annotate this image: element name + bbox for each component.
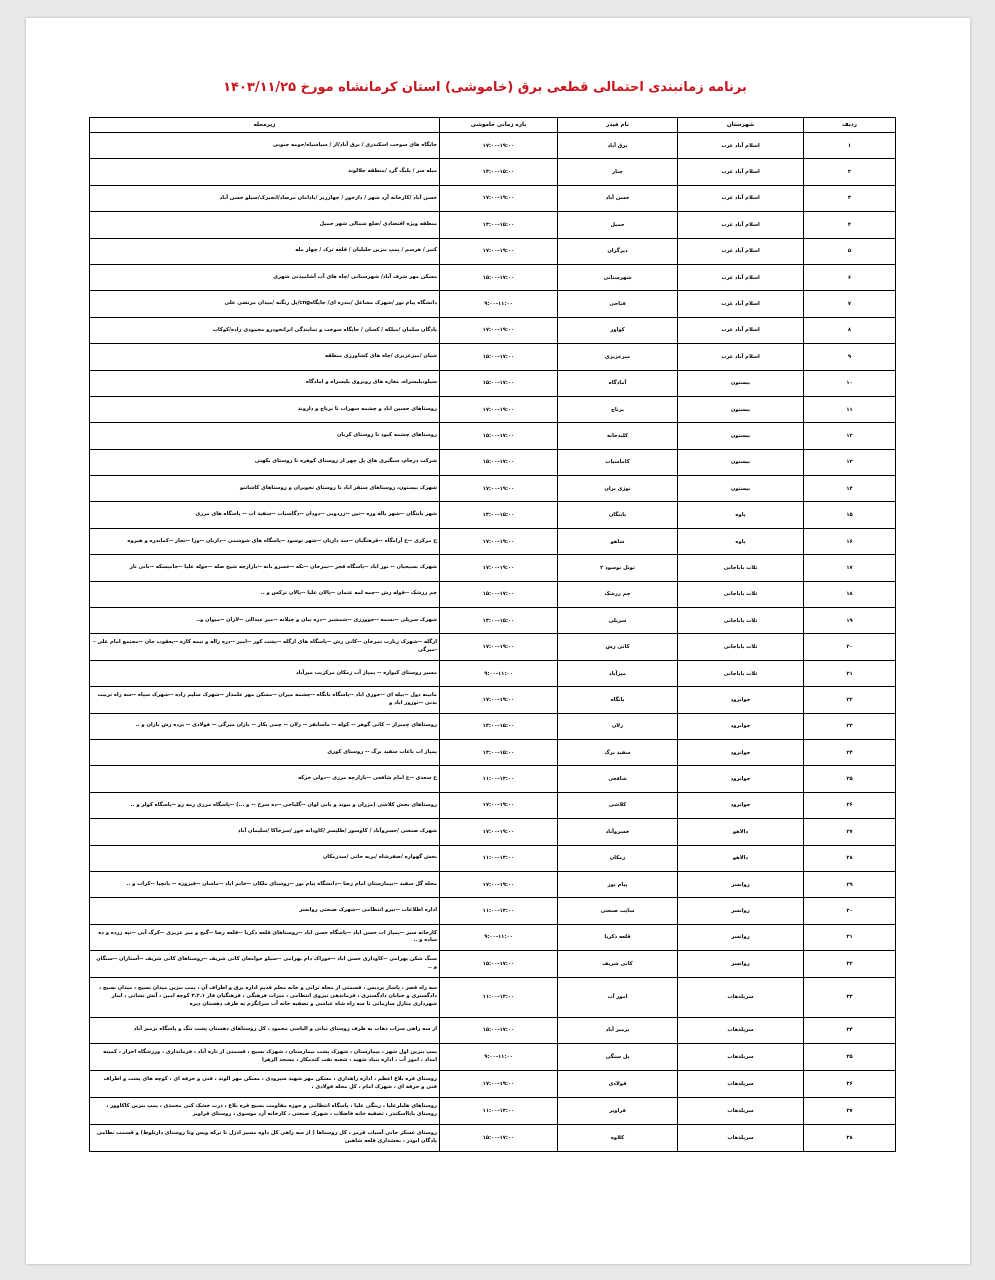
row-number-cell: ۹: [804, 344, 896, 370]
feeder-name-cell: میرآباد: [558, 660, 678, 686]
sub-area-cell: روستاهای حسین اباد و چشمه سهراب تا برناج و داروند: [90, 396, 440, 422]
feeder-name-cell: آمادگاه: [558, 370, 678, 396]
county-cell: روانسر: [678, 871, 804, 897]
sub-area-cell: روستای عسکر خانی آسیاب قرمز ، کل روستاها ( از سه راهی کل داوه مسیر اذرل تا ترکه ویس وتا روستای دارتلوط) و قسمت نظامی پادگان ابوذر ، بخشداری قلعه شاهین: [90, 1124, 440, 1151]
row-number-cell: ۷: [804, 291, 896, 317]
feeder-name-cell: کواور: [558, 317, 678, 343]
row-number-cell: ۳۴: [804, 1017, 896, 1043]
outage-time-cell: ۱۵:۰۰-۱۷:۰۰: [440, 344, 558, 370]
county-cell: سرپلذهاب: [678, 1017, 804, 1043]
feeder-name-cell: کانی شریف: [558, 951, 678, 977]
outage-time-cell: ۱۱:۰۰-۱۳:۰۰: [440, 977, 558, 1017]
sub-area-cell: دانشگاه پیام نور /شهرک مشاغل /بندره ای/ جایگاهcng/پل زنگنه /میدان مرتضی علی: [90, 291, 440, 317]
feeder-name-cell: برناج: [558, 396, 678, 422]
sub-area-cell: میله سر / پلنگ گرد /منطقه جلالوند: [90, 159, 440, 185]
table-row: [90, 977, 896, 1017]
feeder-name-cell: حمیل: [558, 212, 678, 238]
outage-time-cell: ۱۷:۰۰-۱۹:۰۰: [440, 528, 558, 554]
feeder-name-cell: زلان: [558, 713, 678, 739]
table-row: [90, 898, 896, 924]
county-cell: جوانرود: [678, 739, 804, 765]
sub-area-cell: جایگاه های سوخت اسکندری / برق آباد/از / سیاسیاه/حومه جنوبی: [90, 133, 440, 159]
county-cell: ثلاث باباجانی: [678, 660, 804, 686]
header-row-number: ردیف: [804, 118, 896, 133]
table-row: [90, 739, 896, 765]
row-number-cell: ۲۵: [804, 766, 896, 792]
outage-time-cell: ۱۵:۰۰-۱۷:۰۰: [440, 423, 558, 449]
outage-time-cell: ۱۱:۰۰-۱۳:۰۰: [440, 766, 558, 792]
feeder-name-cell: سفید برگ: [558, 739, 678, 765]
table-header-row: [90, 118, 896, 133]
county-cell: ثلاث باباجانی: [678, 581, 804, 607]
feeder-name-cell: شهرستانی: [558, 264, 678, 290]
row-number-cell: ۳۵: [804, 1043, 896, 1070]
sub-area-cell: روستای قره بلاغ اعظم ، اداره راهداری ، مسکن مهر شهید شیرودی ، مسکن مهر الوند ، فنی و حرفه ای ، کوچه های پشت و اطراف فنی و حرفه ای ، شهرک امام ، کل محله فولادی ،: [90, 1070, 440, 1097]
sub-area-cell: شهرک سرپلی --نسمه --جوورزی --شمشیر --دره بیان و چیلانه --میر عبدالی --لاران --میوان و..: [90, 608, 440, 634]
row-number-cell: ۳۶: [804, 1070, 896, 1097]
county-cell: اسلام آباد غرب: [678, 159, 804, 185]
outage-time-cell: ۱۵:۰۰-۱۷:۰۰: [440, 370, 558, 396]
outage-time-cell: ۱۷:۰۰-۱۹:۰۰: [440, 133, 558, 159]
sub-area-cell: روستاهای بخش کلاشی (مزران و بیوند و بانی لوان --گلیاخی --ده سرخ -- و ...) --پاسگاه مرزی رمه رو --پاسگاه کولر و ..: [90, 792, 440, 818]
sub-area-cell: اداره اطلاعات --نیرو انتظامی --شهرک صنعتی روانسر: [90, 898, 440, 924]
table-row: [90, 370, 896, 396]
county-cell: بیستون: [678, 396, 804, 422]
table-row: [90, 951, 896, 977]
outage-time-cell: ۹:۰۰-۱۱:۰۰: [440, 660, 558, 686]
county-cell: دالاهو: [678, 845, 804, 871]
row-number-cell: ۳۲: [804, 951, 896, 977]
table-row: [90, 317, 896, 343]
row-number-cell: ۱۴: [804, 476, 896, 502]
outage-time-cell: ۱۷:۰۰-۱۹:۰۰: [440, 634, 558, 660]
county-cell: ثلاث باباجانی: [678, 555, 804, 581]
row-number-cell: ۳۳: [804, 977, 896, 1017]
county-cell: پاوه: [678, 502, 804, 528]
feeder-name-cell: چم زرشک: [558, 581, 678, 607]
sub-area-cell: سه راه قصر ، پاساژ پردیس ، قسمتی از محله ترابی و خانه معلم قدیم اداره برق و اطراف آن ، پمپ بنزین میدان بسیج ، میدان بسیج ، دادگستری و خیابان دادگستری ، فرماندهی نیروی انتظامی ، میراث فرهنگی ، فرهنگیان فاز ۳.۲.۱ کوچه امین ، آتش نشانی ، انبار شهرداری منازل سازمانی تا سه راه شاه عباسی و تصفیه خانه آب سرابگرم به طرف دهستان دیره: [90, 977, 440, 1017]
table-row: [90, 1043, 896, 1070]
outage-time-cell: ۹:۰۰-۱۱:۰۰: [440, 291, 558, 317]
outage-time-cell: ۱۳:۰۰-۱۵:۰۰: [440, 212, 558, 238]
county-cell: جوانرود: [678, 766, 804, 792]
feeder-name-cell: کاماسیاب: [558, 449, 678, 475]
document-title: برنامه زمانبندی احتمالی قطعی برق (خاموشی) استان کرمانشاه مورخ ۱۴۰۳/۱۱/۲۵: [223, 80, 747, 95]
row-number-cell: ۲۰: [804, 634, 896, 660]
outage-time-cell: ۱۱:۰۰-۱۳:۰۰: [440, 1097, 558, 1124]
county-cell: بیستون: [678, 476, 804, 502]
sub-area-cell: پمپ بنزین اول شهر ، بیمارستان ، شهرک پشت بیمارستان ، شهرک بسیج ، قسمتی از تازه آباد ، فرمانداری ، ورزشگاه احرار ، کمیته امداد ، امور آب ، اداره بنیاد شهید ، شعبه نفت کندمکار ، مسجد الزهرا: [90, 1043, 440, 1070]
table-row: [90, 133, 896, 159]
feeder-name-cell: حسن آباد: [558, 185, 678, 211]
county-cell: بیستون: [678, 370, 804, 396]
county-cell: ثلاث باباجانی: [678, 634, 804, 660]
row-number-cell: ۱: [804, 133, 896, 159]
table-row: [90, 185, 896, 211]
county-cell: دالاهو: [678, 819, 804, 845]
outage-time-cell: ۱۷:۰۰-۱۹:۰۰: [440, 185, 558, 211]
sub-area-cell: پادگان سلمان /میلکه / کسان / جایگاه سوخت و نمایندگی ایرانخودرو محمودی زاده/کوکاب: [90, 317, 440, 343]
county-cell: سرپلذهاب: [678, 977, 804, 1017]
county-cell: جوانرود: [678, 713, 804, 739]
sub-area-cell: سیلو،پلیسراه، مغازه های روبروی پلیسراه و امادگاه: [90, 370, 440, 396]
table-row: [90, 555, 896, 581]
row-number-cell: ۳۱: [804, 924, 896, 950]
county-cell: اسلام آباد غرب: [678, 212, 804, 238]
outage-time-cell: ۱۳:۰۰-۱۵:۰۰: [440, 502, 558, 528]
county-cell: اسلام آباد غرب: [678, 291, 804, 317]
row-number-cell: ۳۰: [804, 898, 896, 924]
county-cell: اسلام آباد غرب: [678, 185, 804, 211]
feeder-name-cell: بابنگان: [558, 502, 678, 528]
table-row: [90, 212, 896, 238]
county-cell: جوانرود: [678, 792, 804, 818]
table-row: [90, 476, 896, 502]
sub-area-cell: محله گل سفید --بیمارستان امام رضا --دانشگاه پیام نور --روستای ملکان --خانم اباد --ماسان --فیروزه -- بانچیا --کراب و ..: [90, 871, 440, 897]
row-number-cell: ۲۶: [804, 792, 896, 818]
table-row: [90, 238, 896, 264]
row-number-cell: ۴: [804, 212, 896, 238]
county-cell: ثلاث باباجانی: [678, 608, 804, 634]
row-number-cell: ۳۷: [804, 1097, 896, 1124]
outage-time-cell: ۱۷:۰۰-۱۹:۰۰: [440, 1070, 558, 1097]
table-row: [90, 845, 896, 871]
outage-time-cell: ۱۷:۰۰-۱۹:۰۰: [440, 555, 558, 581]
sub-area-cell: شهرک بسیجیان -- نور اباد --پاسگاه قجر --تمرخان --تکه --خسرو بانه --بازارچه شیخ صله --جوله علیا --جامیسکه --بانی نار: [90, 555, 440, 581]
sub-area-cell: روستاهای هلیلرعلیا ، زینگی علیا ، پاسگاه انتظامی و حوزه مقاومت بسیج قره بلاغ ، ذرت خشک کنی محمدی ، پمپ بنزین کاکاوور ، روستای بابااسکندر ، تصفیه خانه فاضلاب ، شهرک صنعتی ، کارخانه آرد موسوی ، روستای قراویز: [90, 1097, 440, 1124]
county-cell: اسلام آباد غرب: [678, 344, 804, 370]
table-row: [90, 291, 896, 317]
county-cell: روانسر: [678, 951, 804, 977]
outage-time-cell: ۱۷:۰۰-۱۹:۰۰: [440, 792, 558, 818]
sub-area-cell: از سه راهی سراب ذهاب به طرف روستای نیانی و الیاسی محمود ، کل روستاهای دهستان پشت تنگ و پاسگاه بزمیر آباد: [90, 1017, 440, 1043]
table-row: [90, 660, 896, 686]
county-cell: سرپلذهاب: [678, 1043, 804, 1070]
sub-area-cell: روستاهای چشمه کبود تا روستای کربان: [90, 423, 440, 449]
table-row: [90, 1097, 896, 1124]
outage-time-cell: ۱۳:۰۰-۱۵:۰۰: [440, 739, 558, 765]
outage-time-cell: ۱۷:۰۰-۱۹:۰۰: [440, 238, 558, 264]
feeder-name-cell: بزمیر آباد: [558, 1017, 678, 1043]
county-cell: روانسر: [678, 898, 804, 924]
feeder-name-cell: قلعه ذکریا: [558, 924, 678, 950]
sub-area-cell: کنیر / هرسم / پمپ بنزین جلیلیان / قلعه ترک / چهار مله: [90, 238, 440, 264]
county-cell: بیستون: [678, 423, 804, 449]
outage-time-cell: ۱۵:۰۰-۱۷:۰۰: [440, 264, 558, 290]
feeder-name-cell: شافعی: [558, 766, 678, 792]
table-row: [90, 819, 896, 845]
feeder-name-cell: کلاشی: [558, 792, 678, 818]
row-number-cell: ۱۰: [804, 370, 896, 396]
sub-area-cell: کارخانه سیر --پمپاژ اب حسن اباد --پاسگاه حسن اباد --روستاهای قلعه ذکریا --قلعه رضا --گیج و میر عزیزی --کرگ آبی --تپه زرده و ده ساده و ..: [90, 924, 440, 950]
outage-time-cell: ۹:۰۰-۱۱:۰۰: [440, 1043, 558, 1070]
sub-area-cell: شهرک بیستون، روستاهای سنقر اباد تا روستای نجوبران و روستاهای کاشانتو: [90, 476, 440, 502]
county-cell: سرپلذهاب: [678, 1097, 804, 1124]
county-cell: اسلام آباد غرب: [678, 133, 804, 159]
feeder-name-cell: فتاحی: [558, 291, 678, 317]
sub-area-cell: بخش گهواره /صفرشاه /بریه خانی /سدزمکان: [90, 845, 440, 871]
row-number-cell: ۱۵: [804, 502, 896, 528]
county-cell: سرپلذهاب: [678, 1070, 804, 1097]
feeder-name-cell: نوژی بران: [558, 476, 678, 502]
table-row: [90, 871, 896, 897]
table-row: [90, 1070, 896, 1097]
outage-time-cell: ۱۷:۰۰-۱۹:۰۰: [440, 871, 558, 897]
row-number-cell: ۲۱: [804, 660, 896, 686]
feeder-name-cell: کلاوه: [558, 1124, 678, 1151]
row-number-cell: ۲۴: [804, 739, 896, 765]
row-number-cell: ۸: [804, 317, 896, 343]
outage-time-cell: ۱۵:۰۰-۱۷:۰۰: [440, 581, 558, 607]
row-number-cell: ۲۳: [804, 713, 896, 739]
table-row: [90, 264, 896, 290]
row-number-cell: ۳: [804, 185, 896, 211]
outage-time-cell: ۹:۰۰-۱۱:۰۰: [440, 924, 558, 950]
feeder-name-cell: خسروآباد: [558, 819, 678, 845]
sub-area-cell: ح مرکزی --ح آرامگاه --فرهنگیان --سد داریان --شهر نوسود --پاسگاه های شوشمی --داریان --ورا --نجار --کماندره و هیروه: [90, 528, 440, 554]
feeder-name-cell: سایت صنعتی: [558, 898, 678, 924]
table-row: [90, 159, 896, 185]
row-number-cell: ۱۶: [804, 528, 896, 554]
table-row: [90, 924, 896, 950]
header-county: شهرستان: [678, 118, 804, 133]
header-outage-time: بازه زمانی خاموشی: [440, 118, 558, 133]
table-row: [90, 396, 896, 422]
feeder-name-cell: شاهو: [558, 528, 678, 554]
feeder-name-cell: فولادی: [558, 1070, 678, 1097]
county-cell: اسلام آباد غرب: [678, 238, 804, 264]
outage-time-cell: ۱۳:۰۰-۱۵:۰۰: [440, 159, 558, 185]
feeder-name-cell: سرپلی: [558, 608, 678, 634]
feeder-name-cell: زمکان: [558, 845, 678, 871]
row-number-cell: ۳۸: [804, 1124, 896, 1151]
table-row: [90, 792, 896, 818]
outage-time-cell: ۱۵:۰۰-۱۷:۰۰: [440, 1017, 558, 1043]
table-row: [90, 1017, 896, 1043]
county-cell: اسلام آباد غرب: [678, 264, 804, 290]
outage-time-cell: ۱۵:۰۰-۱۷:۰۰: [440, 951, 558, 977]
feeder-name-cell: کلیدخانه: [558, 423, 678, 449]
table-row: [90, 713, 896, 739]
table-row: [90, 687, 896, 713]
sub-area-cell: شیان /میرعزیزی /چاه های کشاورزی منطقه: [90, 344, 440, 370]
row-number-cell: ۱۱: [804, 396, 896, 422]
sub-area-cell: حسن آباد /کارخانه آرد شهر / دارخور / چهارزبر /بادامان مرصاد/انجیرک/سیلو حسن آباد: [90, 185, 440, 211]
table-row: [90, 766, 896, 792]
feeder-name-cell: امور آب: [558, 977, 678, 1017]
row-number-cell: ۱۳: [804, 449, 896, 475]
outage-time-cell: ۱۵:۰۰-۱۷:۰۰: [440, 1124, 558, 1151]
row-number-cell: ۲: [804, 159, 896, 185]
header-feeder-name: نام فیدر: [558, 118, 678, 133]
sub-area-cell: مابینه دول --بیله ای --جوری اباد --پاسگاه بانگاه --چشمه میران --مسکن مهر علمدار --شهرک سلیم زاده --شهرک سپاه --سه راه تربیت بدنی --نوروز اباد و: [90, 687, 440, 713]
table-row: [90, 1124, 896, 1151]
sub-area-cell: منطقه ویژه اقتصادی /ضلع شمالی شهر حمیل: [90, 212, 440, 238]
sub-area-cell: مسکن مهر شرف آباد/ شهرستانی /چاه های آب آشامیدنی شهری: [90, 264, 440, 290]
outage-time-cell: ۱۷:۰۰-۱۹:۰۰: [440, 476, 558, 502]
feeder-name-cell: پل سنگی: [558, 1043, 678, 1070]
outage-time-cell: ۱۷:۰۰-۱۹:۰۰: [440, 819, 558, 845]
sub-area-cell: شرکت درجام، سنگبری های پل چهر از روستای کوهره تا روستای یکهنی: [90, 449, 440, 475]
outage-time-cell: ۱۱:۰۰-۱۳:۰۰: [440, 898, 558, 924]
county-cell: پاوه: [678, 528, 804, 554]
table-row: [90, 344, 896, 370]
feeder-name-cell: کانی رش: [558, 634, 678, 660]
county-cell: سرپلذهاب: [678, 1124, 804, 1151]
feeder-name-cell: پیام نور: [558, 871, 678, 897]
feeder-name-cell: بانگاه: [558, 687, 678, 713]
county-cell: روانسر: [678, 924, 804, 950]
county-cell: بیستون: [678, 449, 804, 475]
sub-area-cell: چم زرشک --قوله رش --چمه لمه عثمان --پالان علیا --پالان ترکس و ..: [90, 581, 440, 607]
sub-area-cell: سنگ شکن بهرامی --کاوداری حسن اباد --خوراک دام بهرامی --سیلو جوامعان کانی شریف --روستاهای کانی شریف --آستاران --سنگان و ..: [90, 951, 440, 977]
row-number-cell: ۲۸: [804, 845, 896, 871]
county-cell: اسلام آباد غرب: [678, 317, 804, 343]
table-row: [90, 608, 896, 634]
row-number-cell: ۲۷: [804, 819, 896, 845]
table-body: [90, 133, 896, 1152]
sub-area-cell: پمپاژ اب باغات سفید برگ -- روستای کوری: [90, 739, 440, 765]
table-row: [90, 502, 896, 528]
sub-area-cell: ح سعدی --ح امام شافعی --بازارچه مرزی --دولی خرکه: [90, 766, 440, 792]
row-number-cell: ۱۸: [804, 581, 896, 607]
row-number-cell: ۱۹: [804, 608, 896, 634]
outage-time-cell: ۱۳:۰۰-۱۵:۰۰: [440, 713, 558, 739]
row-number-cell: ۶: [804, 264, 896, 290]
feeder-name-cell: دیزگران: [558, 238, 678, 264]
row-number-cell: ۱۲: [804, 423, 896, 449]
feeder-name-cell: قراویز: [558, 1097, 678, 1124]
sub-area-cell: ازگله --شهرک زیارت تمرخان --کانی رش --پاسگاه های ازگله --پشت کور --امیر --دره زاله و نیمه کاره --یعقوب جان --مجتمع امام علی --میرگی: [90, 634, 440, 660]
sub-area-cell: روستاهای چمبزار -- کانی گوهر -- کوله -- ماسانفر -- زلان -- چمی بکار -- بازان میرگی -- فولادی -- برده رش بازان و ..: [90, 713, 440, 739]
row-number-cell: ۱۷: [804, 555, 896, 581]
sub-area-cell: شهرک صنعتی /خسروآباد / کاوسور /طلیسر /کاودانه خور /سرجاکا /سلیمان آباد: [90, 819, 440, 845]
outage-time-cell: ۱۷:۰۰-۱۹:۰۰: [440, 396, 558, 422]
row-number-cell: ۲۹: [804, 871, 896, 897]
row-number-cell: ۲۲: [804, 687, 896, 713]
table-row: [90, 528, 896, 554]
header-sub-area: زیرمحله: [90, 118, 440, 133]
outage-time-cell: ۱۷:۰۰-۱۹:۰۰: [440, 317, 558, 343]
table-row: [90, 634, 896, 660]
outage-time-cell: ۱۱:۰۰-۱۳:۰۰: [440, 845, 558, 871]
outage-time-cell: ۱۷:۰۰-۱۹:۰۰: [440, 687, 558, 713]
row-number-cell: ۵: [804, 238, 896, 264]
feeder-name-cell: چنار: [558, 159, 678, 185]
outage-schedule-table: [89, 117, 896, 1152]
table-row: [90, 423, 896, 449]
feeder-name-cell: برق آباد: [558, 133, 678, 159]
table-row: [90, 449, 896, 475]
sub-area-cell: شهر بابنگان --شهر باله وره --تین --زردویی --دودان --دگاسیاب --سفید اب -- پاسگاه های مرزی: [90, 502, 440, 528]
county-cell: جوانرود: [678, 687, 804, 713]
outage-time-cell: ۱۳:۰۰-۱۵:۰۰: [440, 608, 558, 634]
feeder-name-cell: میرعزیزی: [558, 344, 678, 370]
feeder-name-cell: تونل نوسود ۲: [558, 555, 678, 581]
sub-area-cell: مسیر روستای کیواره -- پمپاژ آب زمکان مرکزیت میرآباد: [90, 660, 440, 686]
table-row: [90, 581, 896, 607]
outage-time-cell: ۱۵:۰۰-۱۷:۰۰: [440, 449, 558, 475]
